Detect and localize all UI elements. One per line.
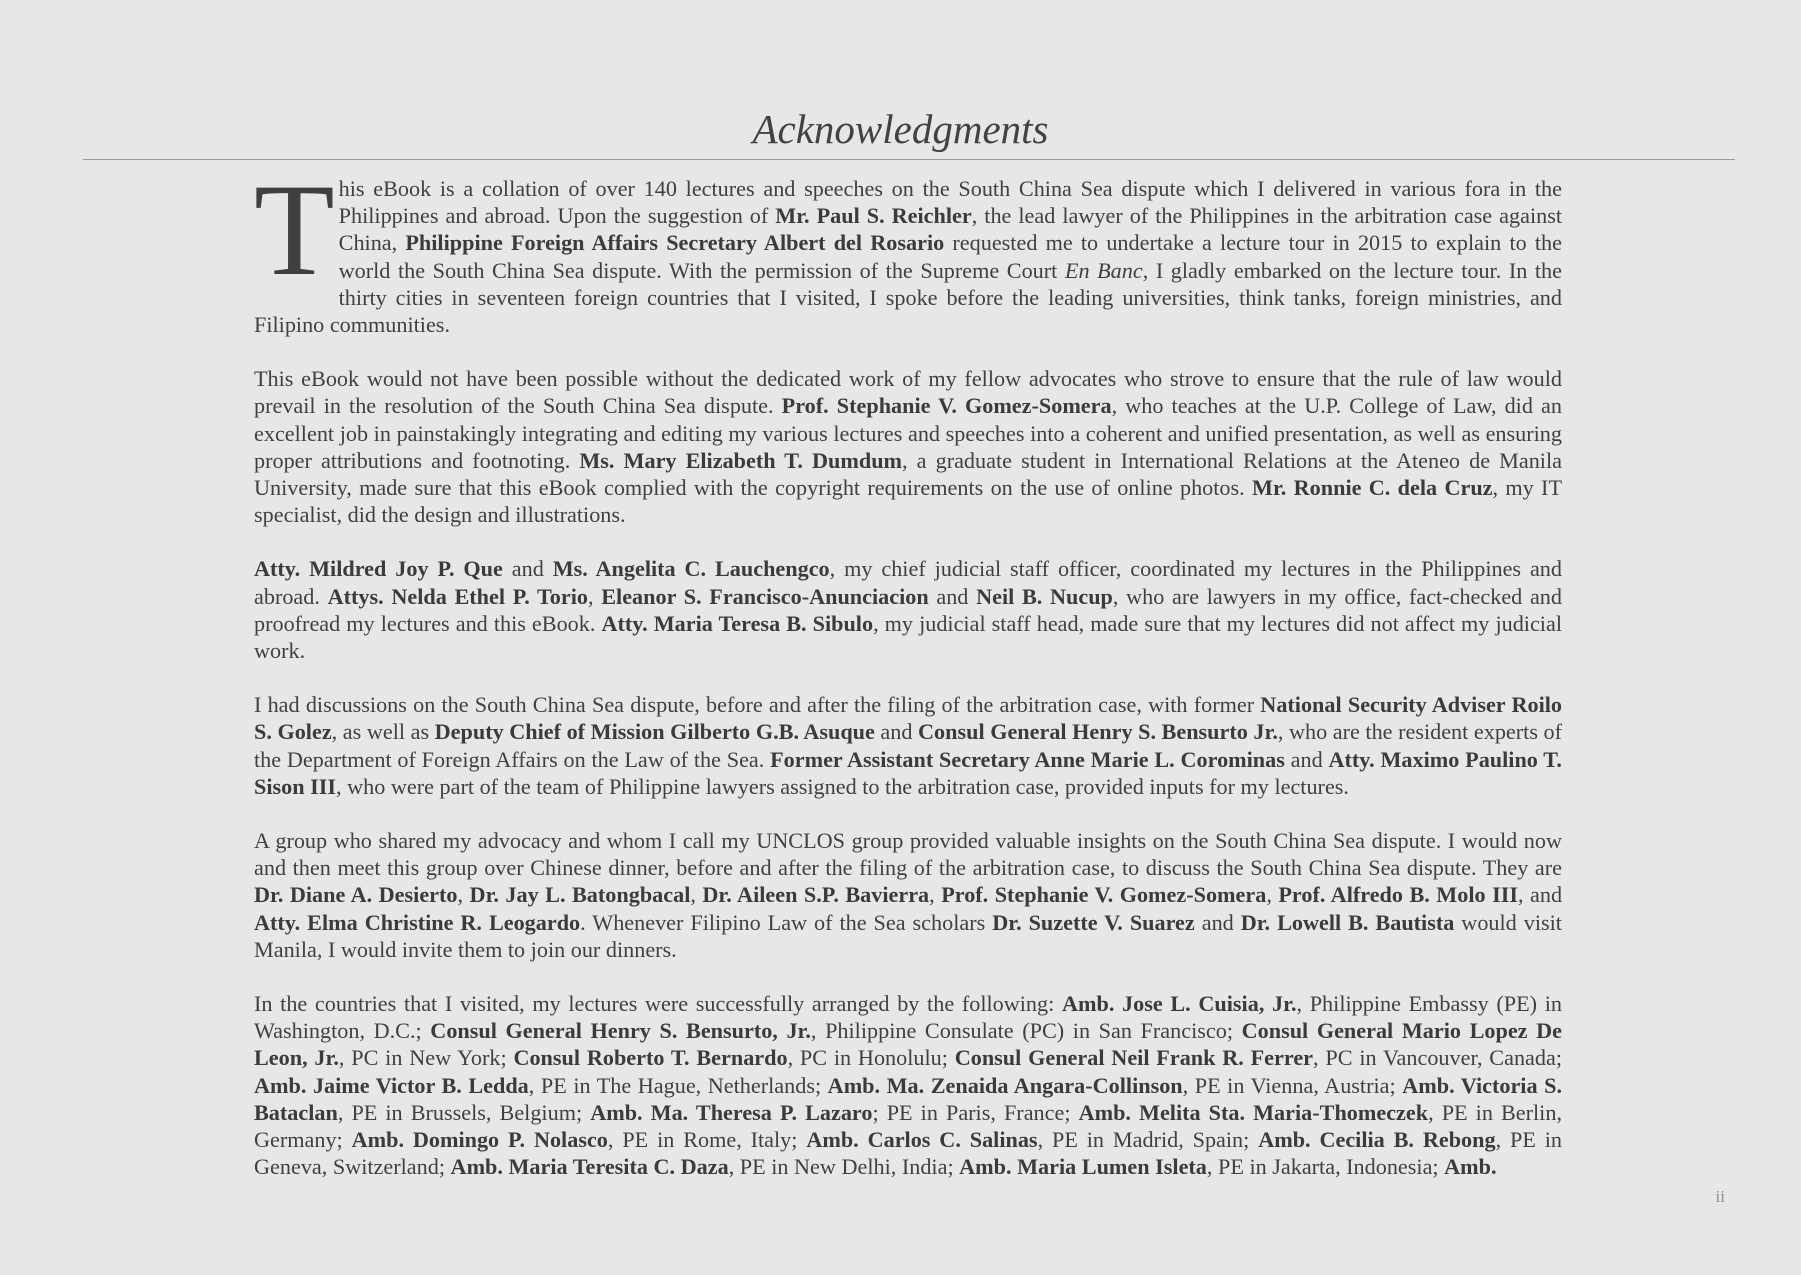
text: , my chief judicial staff officer, coordinated my lectures in the Philippines and abroad. [254, 556, 1562, 609]
name-bold: Dr. Aileen S.P. Bavierra [702, 882, 930, 908]
name-bold: Atty. Elma Christine R. Leogardo [254, 909, 581, 935]
name-bold: Philippine Foreign Affairs Secretary Albert del Rosario [405, 230, 945, 256]
text: and [1284, 746, 1329, 772]
paragraph-advocates [254, 365, 1562, 528]
name-bold: Consul Roberto T. Bernardo [513, 1045, 788, 1071]
name-bold: Amb. Victoria S. Bataclan [254, 1072, 1562, 1125]
text: , and [1517, 882, 1563, 908]
acknowledgments-body [254, 156, 1563, 1208]
name-bold: Dr. Jay L. Batongbacal [469, 882, 691, 908]
paragraph-intro [254, 156, 1562, 338]
text: , PE in Vienna, Austria; [1182, 1072, 1403, 1098]
text: , [690, 882, 703, 908]
page-number: ii [1715, 1187, 1725, 1206]
name-bold: Atty. Mildred Joy P. Que [254, 556, 503, 582]
name-bold: Ms. Mary Elizabeth T. Dumdum [579, 447, 903, 473]
text: , my IT specialist, did the design and illustrations. [254, 475, 1563, 528]
name-bold: Dr. Diane A. Desierto [254, 882, 458, 908]
italic-term: En Banc [1064, 257, 1143, 283]
text: requested me to undertake a lecture tour in 2015 to explain to the world the South China Sea dispute. With the permission of the Supreme Court [338, 230, 1562, 283]
text: , my judicial staff head, made sure that my lectures did not affect my judicial work. [254, 610, 1562, 664]
text: This eBook would not have been possible without the dedicated work of my fellow advocates who strove to ensure that the rule of law would prevail in the resolution of the South China Sea dispute. [254, 366, 1562, 419]
name-bold: Deputy Chief of Mission Gilberto G.B. Asuque [434, 719, 875, 745]
name-bold: Consul General Neil Frank R. Ferrer [954, 1045, 1314, 1071]
paragraph-staff [254, 555, 1562, 664]
name-bold: Amb. Carlos C. Salinas [806, 1127, 1038, 1153]
name-bold: Amb. Ma. Theresa P. Lazaro [590, 1099, 873, 1125]
text: and [1194, 909, 1241, 935]
name-bold: Mr. Ronnie C. dela Cruz [1252, 475, 1493, 501]
text: A group who shared my advocacy and whom I call my UNCLOS group provided valuable insights on the South China Sea dispute. I would now and then meet this group over Chinese dinner, before and after the filing of the arbitration case, to discuss the South China Sea dispute. They are [254, 828, 1562, 881]
name-bold: Mr. Paul S. Reichler [775, 203, 972, 229]
name-bold: Amb. Domingo P. Nolasco [351, 1127, 608, 1153]
text: ; PE in Paris, France; [872, 1099, 1079, 1125]
name-bold: Consul General Mario Lopez De Leon, Jr. [254, 1018, 1562, 1071]
text: and [502, 556, 553, 582]
text: , who teaches at the U.P. College of Law, did an excellent job in painstakingly integrating and editing my various lectures and speeches into a coherent and unified presentation, as well as ensuring proper attributions and footnoting. [254, 393, 1562, 473]
name-bold: Amb. Maria Lumen Isleta [959, 1154, 1207, 1180]
name-bold: Consul General Henry S. Bensurto, Jr. [430, 1018, 811, 1044]
text: , I gladly embarked on the lecture tour. In the thirty cities in seventeen foreign countries that I visited, I spoke before the leading universities, think tanks, foreign ministries, and Filipino communities. [254, 257, 1562, 338]
name-bold: Neil B. Nucup [976, 583, 1113, 609]
name-bold: Atty. Maria Teresa B. Sibulo [601, 610, 874, 636]
text: , [588, 583, 602, 609]
text: , [457, 882, 470, 908]
name-bold: Amb. Melita Sta. Maria-Thomeczek [1078, 1099, 1429, 1125]
text: , PE in Madrid, Spain; [1037, 1127, 1259, 1153]
text: , PC in New York; [338, 1045, 514, 1071]
text: , the lead lawyer of the Philippines in the arbitration case against China, [338, 203, 1562, 256]
drop-cap: T [254, 156, 335, 303]
text: , who are the resident experts of the Department of Foreign Affairs on the Law of the Sea. [254, 719, 1562, 772]
paragraph-discussions [254, 691, 1562, 800]
text: , PE in Brussels, Belgium; [337, 1099, 591, 1125]
text: , a graduate student in International Relations at the Ateneo de Manila University, made sure that this eBook complied with the copyright requirements on the use of online photos. [254, 447, 1562, 501]
name-bold: Attys. Nelda Ethel P. Torio [327, 583, 589, 609]
name-bold: Atty. Maximo Paulino T. Sison III [254, 746, 1562, 799]
text: , PE in Berlin, Germany; [254, 1099, 1562, 1153]
name-bold: Ms. Angelita C. Lauchengco [552, 556, 830, 582]
text: would visit Manila, I would invite them to join our dinners. [254, 909, 1562, 962]
text: , Philippine Embassy (PE) in Washington, D.C.; [254, 991, 1563, 1044]
name-bold: Amb. Jaime Victor B. Ledda [254, 1072, 529, 1098]
text: , PC in Honolulu; [787, 1045, 955, 1071]
text: , PE in The Hague, Netherlands; [528, 1072, 828, 1098]
name-bold: Prof. Stephanie V. Gomez-Somera [941, 882, 1267, 908]
text: , as well as [331, 719, 435, 745]
paragraph-countries [254, 990, 1562, 1180]
text: , PE in Jakarta, Indonesia; [1206, 1154, 1445, 1180]
text: In the countries that I visited, my lectures were successfully arranged by the following: [254, 991, 1062, 1017]
paragraph-unclos-group [254, 827, 1562, 963]
text: , PE in Rome, Italy; [607, 1127, 807, 1153]
name-bold: Former Assistant Secretary Anne Marie L. Corominas [770, 746, 1285, 772]
name-bold: Amb. Cecilia B. Rebong [1258, 1127, 1496, 1153]
text: his eBook is a collation of over 140 lectures and speeches on the South China Sea dispute which I delivered in various fora in the Philippines and abroad. Upon the suggestion of [338, 176, 1562, 229]
text: , PC in Vancouver, Canada; [1313, 1045, 1562, 1071]
name-bold: National Security Adviser Roilo S. Golez [254, 692, 1562, 745]
text: , who are lawyers in my office, fact-checked and proofread my lectures and this eBook. [254, 583, 1562, 636]
name-bold: Amb. [1444, 1154, 1497, 1180]
name-bold: Prof. Alfredo B. Molo III [1278, 882, 1518, 908]
name-bold: Eleanor S. Francisco-Anunciacion [601, 583, 929, 609]
name-bold: Prof. Stephanie V. Gomez-Somera [781, 393, 1112, 419]
page-title: Acknowledgments [752, 106, 1049, 152]
text: , PE in New Delhi, India; [728, 1154, 960, 1180]
text: , who were part of the team of Philippine lawyers assigned to the arbitration case, provided inputs for my lectures. [336, 773, 1349, 799]
text: , PE in Geneva, Switzerland; [254, 1127, 1563, 1180]
text: and [874, 719, 919, 745]
name-bold: Amb. Jose L. Cuisia, Jr. [1061, 991, 1297, 1017]
text: and [928, 583, 977, 609]
name-bold: Dr. Suzette V. Suarez [992, 909, 1195, 935]
text: , [1266, 882, 1279, 908]
name-bold: Amb. Ma. Zenaida Angara-Collinson [827, 1072, 1183, 1098]
name-bold: Amb. Maria Teresita C. Daza [450, 1154, 729, 1180]
name-bold: Consul General Henry S. Bensurto Jr. [918, 719, 1278, 745]
text: , Philippine Consulate (PC) in San Francisco; [810, 1018, 1242, 1044]
text: I had discussions on the South China Sea dispute, before and after the filing of the arbitration case, with former [254, 692, 1261, 718]
text: . Whenever Filipino Law of the Sea scholars [580, 909, 993, 935]
text: , [929, 882, 942, 908]
name-bold: Dr. Lowell B. Bautista [1240, 909, 1455, 935]
